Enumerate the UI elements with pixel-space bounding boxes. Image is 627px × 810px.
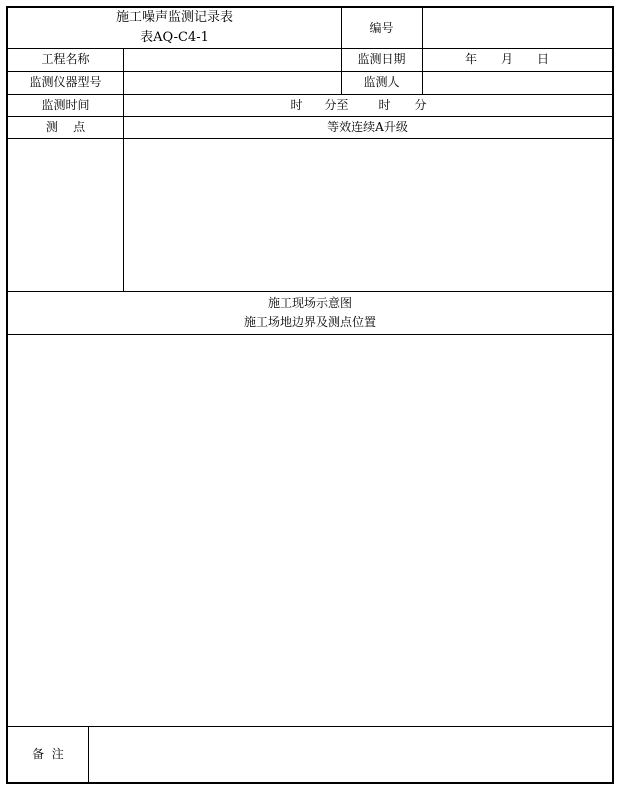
form-code: 表AQ-C4-1: [140, 30, 209, 45]
monitor-date-label: 监测日期: [357, 52, 406, 67]
remarks-label: 备 注: [32, 746, 64, 761]
level-label: 等效连续A升级: [327, 119, 408, 134]
project-name-label: 工程名称: [41, 52, 90, 67]
site-diagram-header: [8, 291, 612, 334]
time-minute-to: 分至: [324, 97, 349, 112]
measure-point-data-area[interactable]: [8, 138, 123, 291]
level-data-area[interactable]: [123, 138, 612, 291]
project-name-field[interactable]: [123, 48, 341, 71]
date-year: 年: [464, 52, 477, 67]
measure-point-label: 测 点: [45, 119, 86, 134]
date-day: 日: [537, 52, 550, 67]
time-hour-1: 时: [290, 97, 303, 112]
monitor-date-field[interactable]: [422, 48, 612, 71]
remarks-field[interactable]: [88, 726, 612, 782]
site-diagram-subtitle: 施工场地边界及测点位置: [243, 314, 376, 329]
time-minute-2: 分: [414, 97, 427, 112]
monitor-time-label: 监测时间: [41, 97, 90, 112]
monitor-person-field[interactable]: [422, 71, 612, 94]
noise-monitoring-form: [6, 6, 614, 784]
number-field[interactable]: [422, 8, 612, 48]
instrument-model-label: 监测仪器型号: [29, 75, 102, 90]
number-label: 编号: [369, 20, 394, 35]
instrument-model-field[interactable]: [123, 71, 341, 94]
monitor-time-field[interactable]: [123, 94, 612, 116]
site-diagram-area[interactable]: [8, 334, 612, 726]
monitor-person-label: 监测人: [363, 75, 400, 90]
site-diagram-title: 施工现场示意图: [267, 295, 352, 310]
time-hour-2: 时: [378, 97, 391, 112]
date-month: 月: [500, 52, 513, 67]
form-title: 施工噪声监测记录表: [115, 9, 233, 25]
form-header: [8, 8, 341, 48]
